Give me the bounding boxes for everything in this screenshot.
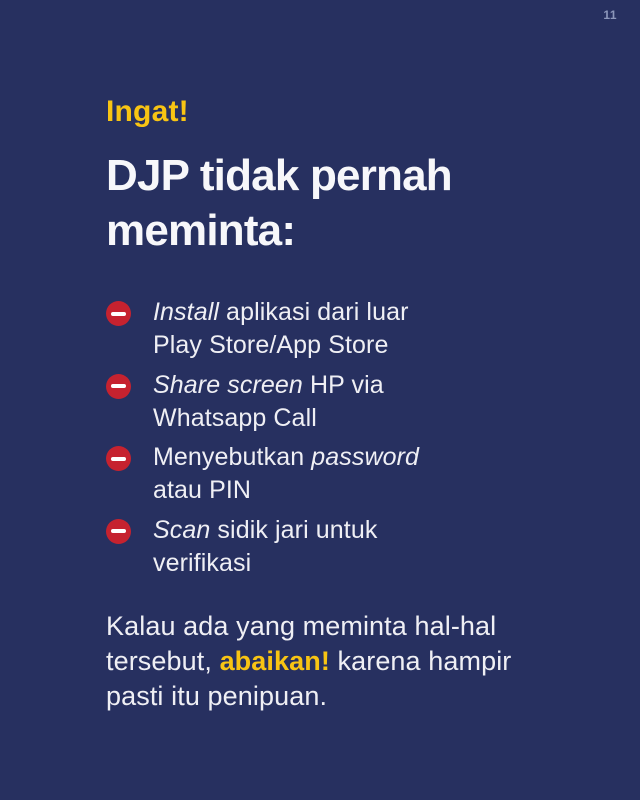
eyebrow-heading: Ingat! bbox=[106, 95, 189, 128]
minus-icon bbox=[106, 446, 131, 471]
italic-text: Install bbox=[153, 298, 220, 327]
list-item-text bbox=[153, 441, 419, 508]
italic-text: Share screen bbox=[153, 370, 303, 399]
text-segment: HP via bbox=[302, 370, 384, 399]
list-item bbox=[106, 369, 576, 436]
footer-line bbox=[106, 679, 576, 714]
footer-line bbox=[106, 609, 576, 644]
warning-list bbox=[106, 296, 576, 580]
list-item bbox=[106, 441, 576, 508]
page-title-line2: meminta: bbox=[106, 205, 296, 255]
page-title bbox=[106, 149, 576, 258]
minus-icon bbox=[106, 374, 131, 399]
list-item-text bbox=[153, 369, 384, 436]
list-item-text bbox=[153, 514, 377, 581]
minus-icon bbox=[106, 301, 131, 326]
list-item-line bbox=[153, 329, 409, 362]
page-number: 11 bbox=[603, 8, 617, 22]
list-item-text bbox=[153, 296, 409, 363]
text-segment: sidik jari untuk bbox=[210, 515, 378, 544]
text-segment: pasti itu penipuan. bbox=[106, 681, 328, 712]
page-title-line1: DJP tidak pernah bbox=[106, 151, 452, 200]
italic-text: Scan bbox=[153, 515, 211, 544]
list-item bbox=[106, 296, 576, 363]
text-segment: verifikasi bbox=[153, 548, 252, 577]
text-segment: Kalau ada yang meminta hal-hal bbox=[106, 611, 497, 642]
list-item-line bbox=[153, 547, 377, 580]
list-item-line bbox=[153, 474, 419, 507]
highlight-text: abaikan! bbox=[219, 646, 330, 677]
text-segment: aplikasi dari luar bbox=[219, 298, 409, 327]
text-segment: Whatsapp Call bbox=[153, 403, 317, 432]
footer-line bbox=[106, 644, 576, 679]
list-item bbox=[106, 514, 576, 581]
text-segment: tersebut, bbox=[106, 646, 220, 677]
footer-note bbox=[106, 609, 576, 714]
list-item-line bbox=[153, 514, 377, 547]
list-item-line bbox=[153, 441, 419, 474]
list-item-line bbox=[153, 369, 384, 402]
list-item-line bbox=[153, 402, 384, 435]
text-segment: Play Store/App Store bbox=[153, 331, 389, 360]
text-segment: Menyebutkan bbox=[153, 443, 312, 472]
list-item-line bbox=[153, 296, 409, 329]
text-segment: karena hampir bbox=[329, 646, 512, 677]
text-segment: atau PIN bbox=[153, 476, 252, 505]
italic-text: password bbox=[311, 443, 420, 472]
minus-icon bbox=[106, 519, 131, 544]
